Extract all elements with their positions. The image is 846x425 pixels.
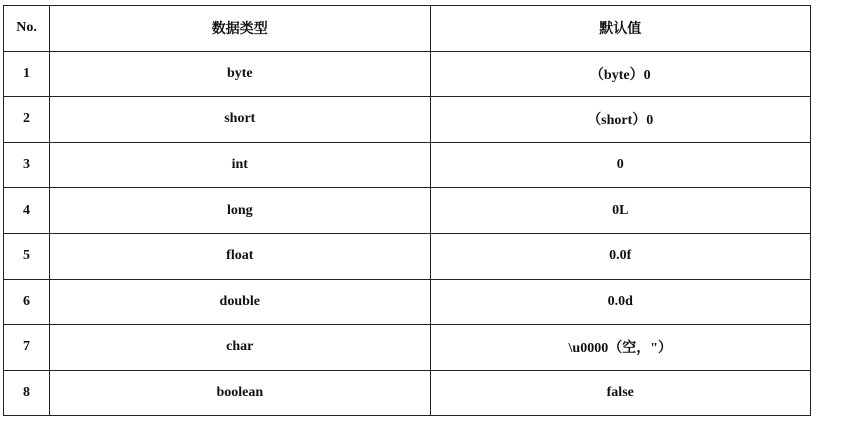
cell-no: 7: [4, 325, 50, 371]
cell-data-type: long: [50, 188, 430, 234]
cell-default-value: 0.0d: [430, 279, 810, 325]
cell-no: 1: [4, 51, 50, 97]
table-row: [4, 142, 811, 188]
cell-data-type: short: [50, 97, 430, 143]
cell-data-type: double: [50, 279, 430, 325]
table-row: [4, 233, 811, 279]
cell-no: 5: [4, 233, 50, 279]
cell-default-value: false: [430, 370, 810, 416]
cell-data-type: float: [50, 233, 430, 279]
cell-no: 8: [4, 370, 50, 416]
header-data-type: 数据类型: [50, 6, 430, 52]
cell-default-value: 0: [430, 142, 810, 188]
cell-no: 6: [4, 279, 50, 325]
cell-default-value: 0.0f: [430, 233, 810, 279]
header-no: No.: [4, 6, 50, 52]
cell-data-type: boolean: [50, 370, 430, 416]
cell-no: 4: [4, 188, 50, 234]
cell-no: 2: [4, 97, 50, 143]
cell-default-value: （short）0: [430, 97, 810, 143]
default-values-table: [3, 5, 811, 416]
cell-default-value: \u0000（空，"）: [430, 325, 810, 371]
table-row: [4, 370, 811, 416]
table-row: [4, 51, 811, 97]
header-default-value: 默认值: [430, 6, 810, 52]
table-row: [4, 188, 811, 234]
table-row: [4, 325, 811, 371]
cell-default-value: 0L: [430, 188, 810, 234]
cell-default-value: （byte）0: [430, 51, 810, 97]
table-header-row: [4, 6, 811, 52]
cell-data-type: byte: [50, 51, 430, 97]
table-row: [4, 97, 811, 143]
table-row: [4, 279, 811, 325]
cell-data-type: char: [50, 325, 430, 371]
cell-no: 3: [4, 142, 50, 188]
cell-data-type: int: [50, 142, 430, 188]
